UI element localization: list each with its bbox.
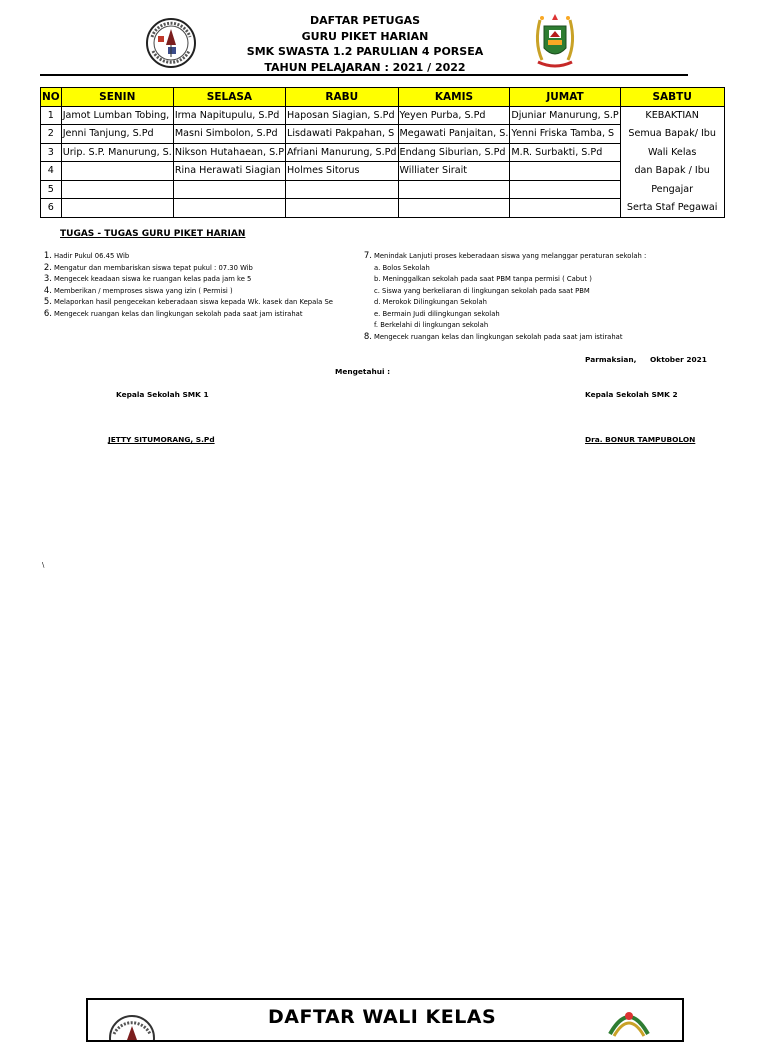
tasks-list-right [360, 251, 646, 343]
item-text: Mengecek keadaan siswa ke ruangan kelas pada jam ke 5 [54, 275, 252, 283]
regional-crest-icon [530, 12, 580, 72]
col-header-jumat: JUMAT [510, 88, 620, 107]
list-item [360, 297, 646, 309]
list-item [360, 320, 646, 332]
list-item [40, 297, 333, 309]
cell-kamis [398, 180, 510, 199]
table-row [41, 180, 725, 199]
item-text: Mengecek ruangan kelas dan lingkungan sekolah pada saat jam istirahat [54, 309, 303, 318]
duty-roster-table [40, 87, 725, 218]
cell-no: 4 [41, 162, 62, 181]
cell-senin: Jenni Tanjung, S.Pd [61, 125, 173, 144]
cell-selasa: Irma Napitupulu, S.Pd [173, 106, 285, 125]
cell-selasa [173, 199, 285, 218]
item-number: 2. [43, 262, 52, 273]
list-item [40, 263, 333, 275]
acknowledged-label: Mengetahui : [335, 367, 391, 376]
col-header-senin: SENIN [61, 88, 173, 107]
cell-rabu [286, 180, 399, 199]
item-text: Melaporkan hasil pengecekan keberadaan siswa kepada Wk. kasek dan Kepala Se [54, 298, 333, 306]
cell-kamis: Endang Siburian, S.Pd [398, 143, 510, 162]
cell-kamis [398, 199, 510, 218]
item-number: 6. [43, 308, 52, 319]
left-signatory-title: Kepala Sekolah SMK 1 [116, 390, 209, 399]
cell-kamis: Yeyen Purba, S.Pd [398, 106, 510, 125]
cell-jumat [510, 180, 620, 199]
table-row [41, 106, 725, 125]
list-item [360, 332, 646, 344]
item-text: f. Berkelahi di lingkungan sekolah [374, 321, 489, 329]
list-item [360, 263, 646, 275]
next-page-title: DAFTAR WALI KELAS [268, 1006, 497, 1028]
item-number: 3. [43, 274, 52, 284]
item-number: 5. [43, 297, 52, 307]
cell-jumat: M.R. Surbakti, S.Pd [510, 143, 620, 162]
item-text: e. Bermain Judi dilingkungan sekolah [374, 309, 500, 318]
cell-senin [61, 180, 173, 199]
cell-kamis: Williater Sirait [398, 162, 510, 181]
cell-jumat: Djuniar Manurung, S.P [510, 106, 620, 125]
list-item [360, 251, 646, 263]
next-page-header [86, 998, 684, 1042]
cell-selasa [173, 180, 285, 199]
table-row [41, 199, 725, 218]
tasks-list-left [40, 251, 333, 320]
right-signatory-name: Dra. BONUR TAMPUBOLON [585, 435, 696, 444]
item-number: 8. [363, 331, 372, 342]
table-row [41, 143, 725, 162]
cell-senin [61, 199, 173, 218]
title-line-4: TAHUN PELAJARAN : 2021 / 2022 [264, 60, 466, 74]
col-header-no: NO [41, 88, 62, 107]
title-line-2: GURU PIKET HARIAN [301, 29, 429, 43]
cell-sabtu: KEBAKTIAN [620, 106, 724, 125]
cell-jumat [510, 199, 620, 218]
col-header-sabtu: SABTU [620, 88, 724, 107]
cell-rabu: Afriani Manurung, S.Pd [286, 143, 399, 162]
col-header-kamis: KAMIS [398, 88, 510, 107]
cell-no: 6 [41, 199, 62, 218]
tasks-heading: TUGAS - TUGAS GURU PIKET HARIAN [60, 229, 246, 239]
item-text: Mengecek ruangan kelas dan lingkungan sekolah pada saat jam istirahat [374, 332, 623, 341]
school-emblem-icon [102, 1012, 162, 1042]
cell-rabu: Haposan Siagian, S.Pd [286, 106, 399, 125]
item-number: 1. [43, 251, 52, 261]
left-signatory-name: JETTY SITUMORANG, S.Pd [108, 435, 215, 444]
list-item [360, 274, 646, 286]
item-text: a. Bolos Sekolah [374, 263, 430, 272]
table-row [41, 162, 725, 181]
cell-jumat: Yenni Friska Tamba, S [510, 125, 620, 144]
cell-rabu: Lisdawati Pakpahan, S [286, 125, 399, 144]
cell-senin: Urip. S.P. Manurung, S. [61, 143, 173, 162]
list-item [360, 286, 646, 298]
document-title [220, 13, 510, 75]
cell-no: 1 [41, 106, 62, 125]
title-line-1: DAFTAR PETUGAS [309, 14, 421, 27]
right-signatory-title: Kepala Sekolah SMK 2 [585, 390, 678, 399]
list-item [40, 286, 333, 298]
cell-no: 2 [41, 125, 62, 144]
list-item [40, 274, 333, 286]
stray-mark: \ [42, 561, 45, 569]
cell-no: 5 [41, 180, 62, 199]
item-number: 7. [363, 251, 372, 261]
item-number: 4. [43, 285, 52, 296]
list-item [360, 309, 646, 321]
cell-selasa: Rina Herawati Siagian [173, 162, 285, 181]
cell-rabu [286, 199, 399, 218]
cell-selasa: Masni Simbolon, S.Pd [173, 125, 285, 144]
cell-sabtu: Serta Staf Pegawai [620, 199, 724, 218]
cell-senin: Jamot Lumban Tobing, [61, 106, 173, 125]
cell-sabtu: Pengajar [620, 180, 724, 199]
item-text: d. Merokok Dilingkungan Sekolah [374, 298, 487, 306]
cell-sabtu: Semua Bapak/ Ibu [620, 125, 724, 144]
regional-crest-icon [596, 1004, 662, 1042]
item-text: Hadir Pukul 06.45 Wib [54, 252, 130, 260]
header-divider [40, 74, 688, 76]
item-text: c. Siswa yang berkeliaran di lingkungan sekolah pada saat PBM [374, 286, 590, 295]
school-emblem-icon [146, 17, 196, 69]
item-text: Memberikan / memproses siswa yang izin ( Permisi ) [54, 286, 233, 295]
cell-jumat [510, 162, 620, 181]
signature-date: Oktober 2021 [650, 355, 707, 364]
item-text: Menindak Lanjuti proses keberadaan siswa yang melanggar peraturan sekolah : [374, 252, 647, 260]
cell-senin [61, 162, 173, 181]
cell-selasa: Nikson Hutahaean, S.P [173, 143, 285, 162]
title-line-3: SMK SWASTA 1.2 PARULIAN 4 PORSEA [246, 45, 484, 58]
cell-no: 3 [41, 143, 62, 162]
list-item [40, 309, 333, 321]
cell-kamis: Megawati Panjaitan, S. [398, 125, 510, 144]
col-header-selasa: SELASA [173, 88, 285, 107]
table-row [41, 125, 725, 144]
list-item [40, 251, 333, 263]
col-header-rabu: RABU [286, 88, 399, 107]
cell-rabu: Holmes Sitorus [286, 162, 399, 181]
item-text: b. Meninggalkan sekolah pada saat PBM tanpa permisi ( Cabut ) [374, 275, 592, 283]
signature-place: Parmaksian, [585, 355, 637, 364]
item-text: Mengatur dan membariskan siswa tepat pukul : 07.30 Wib [54, 263, 253, 272]
cell-sabtu: dan Bapak / Ibu [620, 162, 724, 181]
table-header-row [41, 88, 725, 107]
cell-sabtu: Wali Kelas [620, 143, 724, 162]
